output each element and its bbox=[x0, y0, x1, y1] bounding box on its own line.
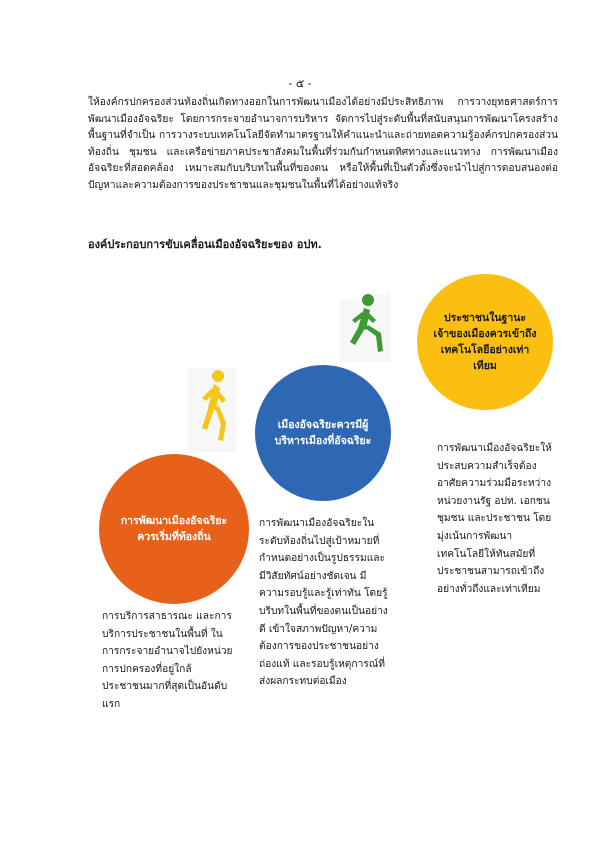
page-number: - ๕ - bbox=[288, 77, 312, 90]
step-3-title: ประชาชนในฐานะเจ้าของเมืองควรเข้าถึงเทคโนโลยีอย่างเท่าเทียม bbox=[433, 312, 537, 372]
intro-paragraph: ให้องค์กรปกครองส่วนท้องถิ่นเกิดทางออกในการพัฒนาเมืองได้อย่างมีประสิทธิภาพ การวางยุทธศาสตร์การพัฒนาเมืองอัจฉริยะ โดยการกระจายอำนาจการบริหาร จัดการไปสู่ระดับพื้นที่สนับสนุนการพัฒนาโครงสร้างพื้นฐานที่จำเป็น การวางระบบเทคโนโลยีจัดทำมาตรฐานให้คำแนะนำและถ่ายทอดความรู้องค์กรปกครองส่วนท้องถิ่น ชุมชน และเครือข่ายภาคประชาสังคมในพื้นที่ร่วมกันกำหนดทิศทางและแนวทาง การพัฒนาเมืองอัจฉริยะที่สอดคล้อง เหมาะสมกับบริบทในพื้นที่ของตน หรือให้พื้นที่เป็นตัวตั้งซึ่งจะนำไปสู่การตอบสนองต่อปัญหาและความต้องการของประชาชนและชุมชนในพื้นที่ได้อย่างแท้จริง bbox=[88, 97, 558, 191]
step-2-description: การพัฒนาเมืองอัจฉริยะในระดับท้องถิ่นไปสู่เป้าหมายที่กำหนดอย่างเป็นรูปธรรมและมีวิสัยทัศน์อย่างชัดเจน มีความรอบรู้และรู้เท่าทัน โดยรู้บริบทในพื้นที่ของตนเป็นอย่างดี เข้าใจสภาพปัญหา/ความต้องการของประชาชนอย่างถ่องแท้ และรอบรู้เหตุการณ์ที่ส่งผลกระทบต่อเมือง bbox=[259, 518, 388, 688]
step-2-circle bbox=[255, 365, 391, 501]
step-3-description: การพัฒนาเมืองอัจฉริยะให้ประสบความสำเร็จต้องอาศัยความร่วมมือระหว่างหน่วยงานรัฐ อปท. เอกชน ชุมชน และประชาชน โดยมุ่งเน้นการพัฒนาเทคโนโลยีให้ทันสมัยที่ประชาชนสามารถเข้าถึงอย่างทั่วถึงและเท่าเทียม bbox=[437, 443, 552, 595]
step-1-title: การพัฒนาเมืองอัจฉริยะควรเริ่มที่ท้องถิ่น bbox=[120, 515, 228, 543]
step-1-description: การบริการสาธารณะ และการบริการประชาชนในพื้นที่ ในการกระจายอำนาจไปยังหน่วยการปกครองที่อยู่ใกล้ประชาชนมากที่สุดเป็นอันดับแรก bbox=[102, 611, 233, 710]
step-2-title: เมืองอัจฉริยะควรมีผู้บริหารเมืองที่อัจฉริยะ bbox=[274, 419, 372, 447]
step-1-circle bbox=[99, 454, 249, 604]
section-heading: องค์ประกอบการขับเคลื่อนเมืองอัจฉริยะของ อปท. bbox=[88, 238, 322, 251]
step-3-circle bbox=[417, 274, 553, 410]
walking-person-icon bbox=[188, 368, 236, 452]
climbing-person-icon bbox=[340, 292, 390, 362]
